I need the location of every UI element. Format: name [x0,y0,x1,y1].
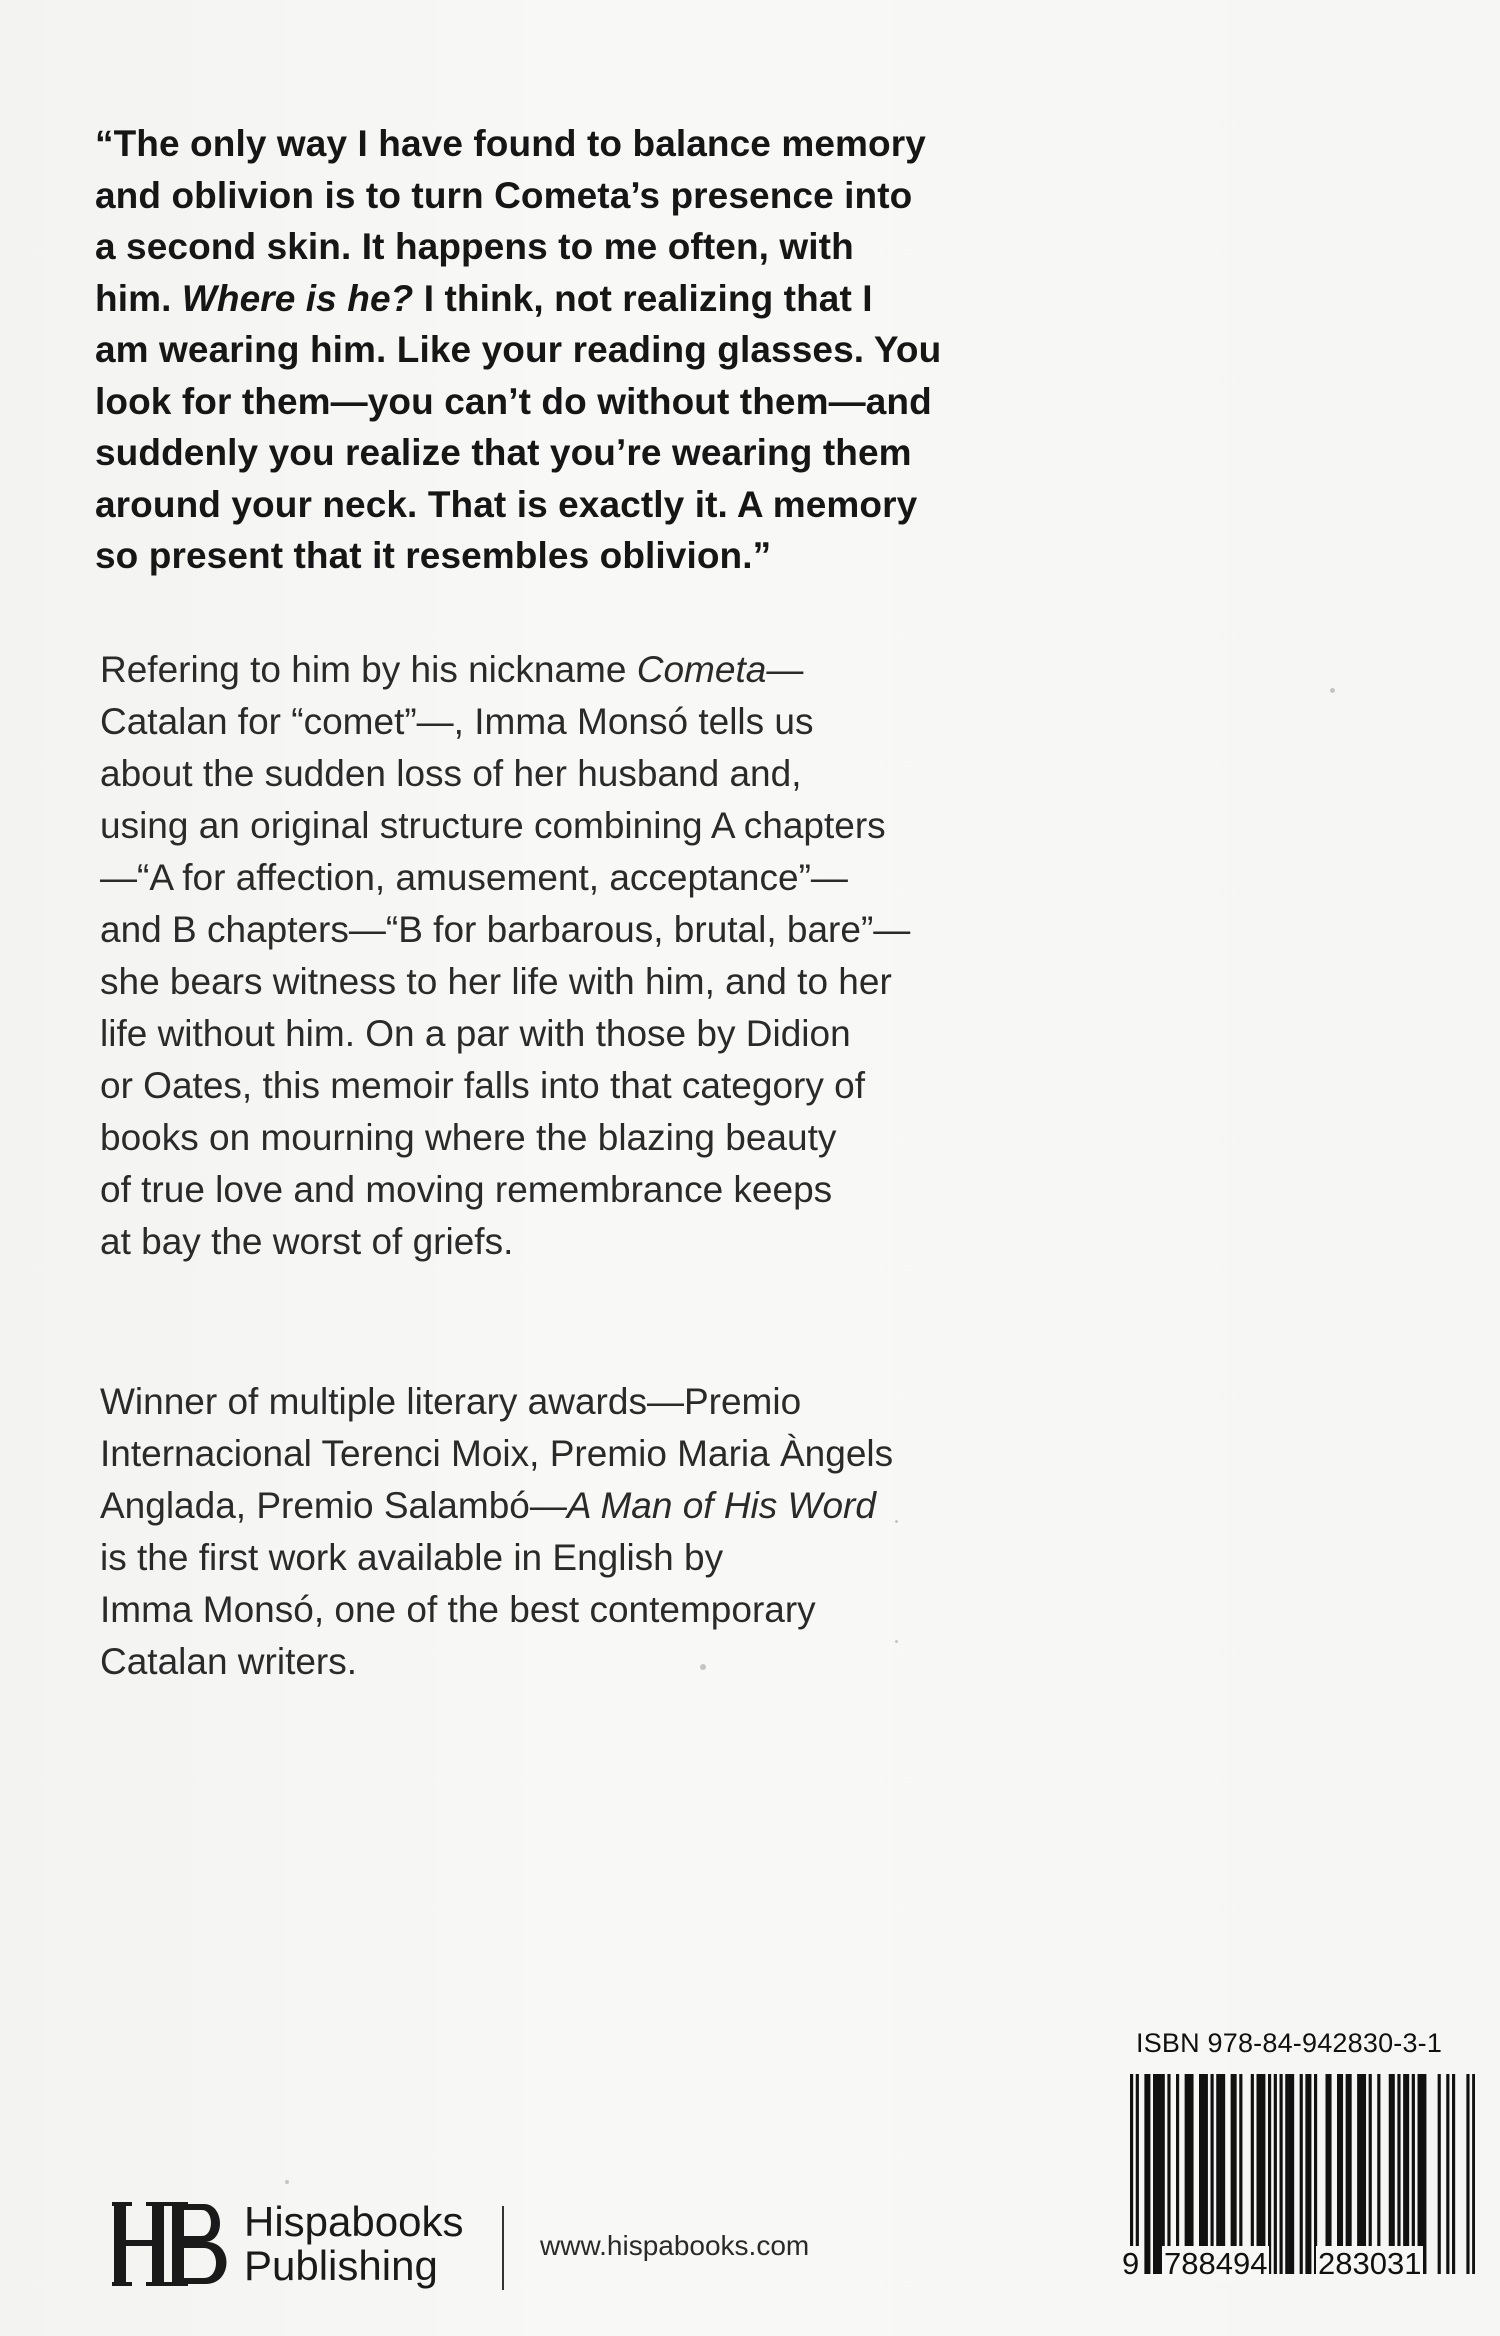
barcode-bar [1190,2074,1193,2274]
barcode-bar [1472,2074,1475,2274]
barcode-bar [1423,2074,1426,2274]
barcode-bar [1377,2074,1380,2274]
quote-line: look for them—you can’t do without them—and [95,380,932,422]
barcode-bar [1291,2074,1294,2274]
barcode-bar [1130,2074,1133,2274]
publisher-name-line-1: Hispabooks [244,2198,464,2245]
barcode-bar [1397,2074,1400,2274]
description-line: and B chapters—“B for barbarous, brutal, bare”— [100,909,911,950]
barcode-bar [1412,2074,1415,2274]
barcode-bar [1268,2074,1271,2274]
barcode-bar [1222,2074,1225,2274]
awards-line: Winner of multiple literary awards—Premio [100,1381,802,1422]
barcode-bar [1326,2074,1329,2274]
isbn-label: ISBN 978-84-942830-3-1 [1136,2028,1443,2058]
barcode-bar [1156,2074,1159,2274]
barcode-bar [1159,2074,1162,2274]
barcode-bar [1403,2074,1406,2274]
barcode-bar [1239,2074,1242,2274]
barcode-bar [1314,2074,1317,2274]
barcode-bar [1308,2074,1311,2274]
quote-line: “The only way I have found to balance memory [95,123,926,164]
barcode-bar [1285,2074,1288,2274]
barcode-bar [1185,2074,1188,2274]
publisher-name-line-2: Publishing [244,2242,438,2289]
barcode-bar [1274,2074,1277,2274]
isbn-barcode-block [1120,2010,1480,2330]
barcode-bar [1280,2074,1283,2274]
barcode-bar [1153,2074,1156,2274]
quote-line: him. Where is he? I think, not realizing that I [95,277,873,319]
hb-logo-mark [112,2200,237,2288]
scan-speck [285,2180,289,2184]
barcode-bar [1262,2074,1265,2274]
barcode-bar [1340,2074,1343,2274]
barcode-bar [1452,2074,1455,2274]
barcode-digit-group-1: 788494 [1164,2246,1268,2281]
description-line: of true love and moving remembrance keeps [100,1169,833,1210]
quote-line: around your neck. That is exactly it. A memory [95,483,918,525]
barcode-bar [1337,2074,1340,2274]
awards-line: Anglada, Premio Salambó—A Man of His Word [100,1485,876,1526]
publisher-logo [112,2200,472,2300]
quote-line: so present that it resembles oblivion.” [95,535,772,576]
barcode-bar [1300,2074,1303,2274]
description-line: Refering to him by his nickname Cometa— [100,649,804,690]
awards-paragraph [100,1376,1050,1688]
awards-line: Catalan writers. [100,1641,358,1682]
barcode-bar [1205,2074,1208,2274]
barcode-digits [1120,2246,1480,2286]
description-line: Catalan for “comet”—, Imma Monsó tells us [100,701,814,742]
barcode-bar [1251,2074,1254,2274]
barcode-bar [1211,2074,1214,2274]
barcode-bar [1406,2074,1409,2274]
barcode-bar [1346,2074,1349,2274]
barcode-bar [1234,2074,1237,2274]
description-line: she bears witness to her life with him, and to her [100,961,892,1002]
barcode-bar [1199,2074,1202,2274]
scan-speck [895,1640,898,1643]
barcode-bar [1446,2074,1449,2274]
barcode-bar [1216,2074,1219,2274]
barcode-bar [1438,2074,1441,2274]
logo-divider [502,2206,504,2290]
barcode-digit-group-2: 283031 [1318,2246,1422,2281]
scan-speck [1330,688,1335,693]
description-line: at bay the worst of griefs. [100,1221,514,1262]
barcode-bar [1162,2074,1165,2274]
quote-line: am wearing him. Like your reading glasses. You [95,329,942,370]
scan-speck [700,1664,706,1670]
barcode-bar [1328,2074,1331,2274]
pull-quote [95,118,1025,582]
barcode-bar [1389,2074,1392,2274]
barcode-bar [1167,2074,1170,2274]
quote-line: suddenly you realize that you’re wearing them [95,432,912,473]
description-line: using an original structure combining A chapters [100,805,886,846]
barcode-bar [1219,2074,1222,2274]
barcode-bar [1466,2074,1469,2274]
barcode-bar [1288,2074,1291,2274]
barcode-bar [1392,2074,1395,2274]
description-line: books on mourning where the blazing beauty [100,1117,837,1158]
quote-line: a second skin. It happens to me often, with [95,226,854,267]
scan-speck [895,1520,898,1523]
barcode-bar [1188,2074,1191,2274]
awards-line: Imma Monsó, one of the best contemporary [100,1589,816,1630]
barcode-bar [1259,2074,1262,2274]
barcode-bar [1136,2074,1139,2274]
description-line: —“A for affection, amusement, acceptance”— [100,857,848,898]
barcode-bar [1231,2074,1234,2274]
awards-line: Internacional Terenci Moix, Premio Maria Àngels [100,1433,894,1474]
book-description [100,644,1050,1268]
publisher-name [244,2200,463,2288]
barcode-bar [1202,2074,1205,2274]
barcode-bar [1176,2074,1179,2274]
description-line: or Oates, this memoir falls into that category of [100,1065,865,1106]
barcode-bar [1257,2074,1260,2274]
barcode-bar [1147,2074,1150,2274]
barcode-bar [1144,2074,1147,2274]
awards-line: is the first work available in English by [100,1537,724,1578]
barcode-bar [1349,2074,1352,2274]
description-line: about the sudden loss of her husband and, [100,753,802,794]
description-line: life without him. On a par with those by Didion [100,1013,851,1054]
barcode-bar [1360,2074,1363,2274]
barcode-bar [1357,2074,1360,2274]
publisher-website[interactable]: www.hispabooks.com [540,2230,810,2261]
quote-line: and oblivion is to turn Cometa’s presence into [95,174,913,216]
barcode-bar [1420,2074,1423,2274]
barcode-bar [1418,2074,1421,2274]
barcode-bar [1305,2074,1308,2274]
barcode-bar [1363,2074,1366,2274]
barcode-digit-first: 9 [1122,2246,1140,2281]
barcode [1130,2074,1475,2274]
barcode-bar [1369,2074,1372,2274]
